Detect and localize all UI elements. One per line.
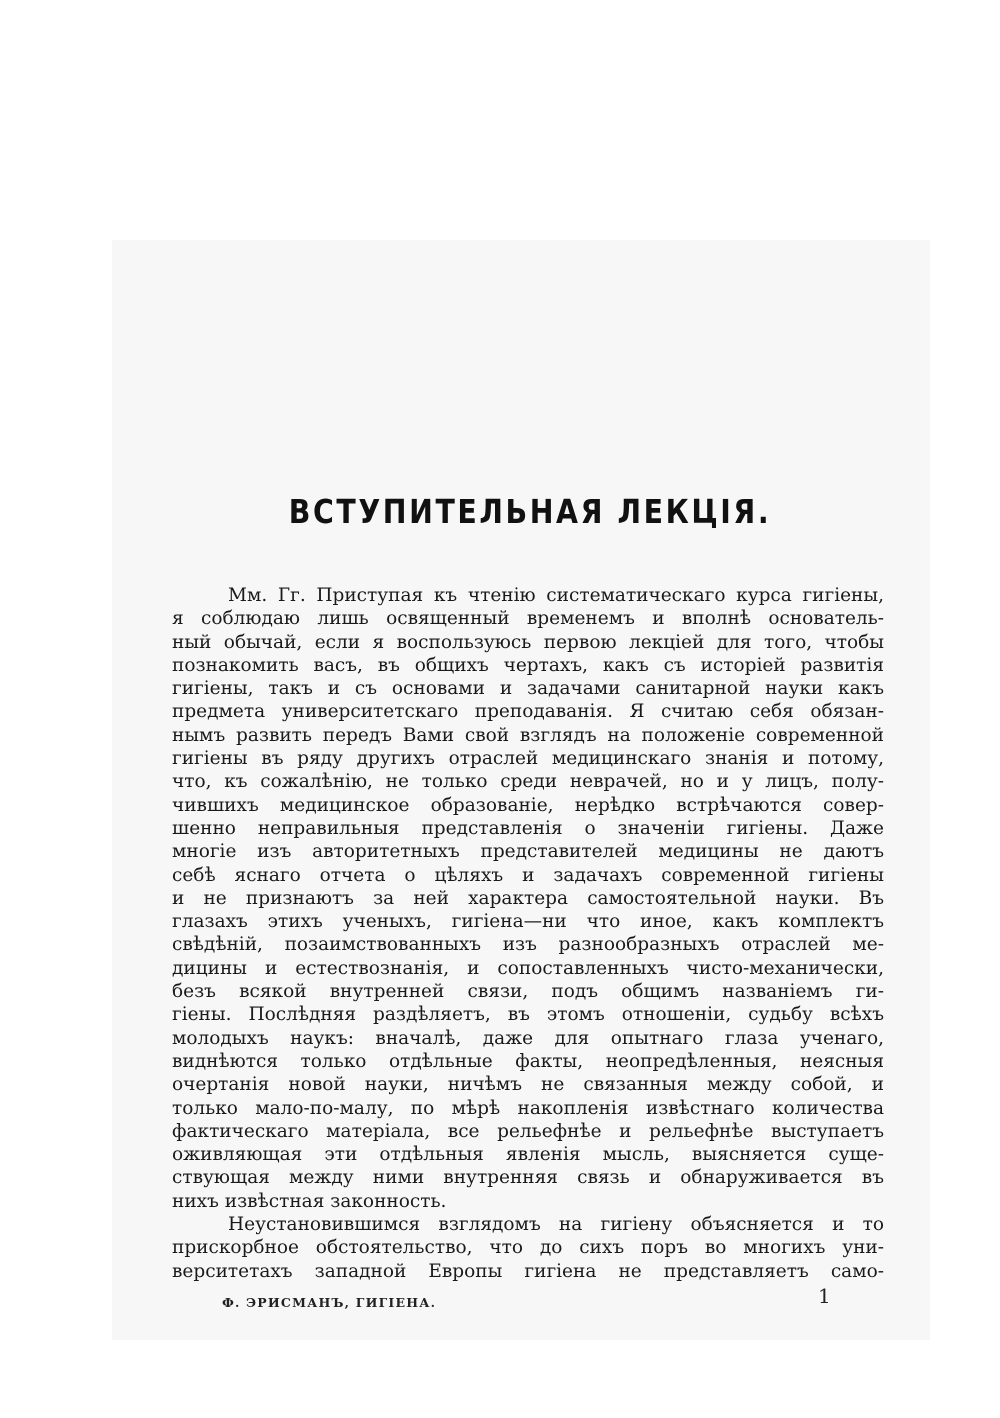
text-line: гигіены въ ряду другихъ отраслей медицинскаго знанія и потому, [172, 748, 884, 770]
page-title: ВСТУПИТЕЛЬНАЯ ЛЕКЦІЯ. [288, 492, 772, 531]
text-line: многіе изъ авторитетныхъ представителей медицины не даютъ [172, 841, 884, 863]
text-line: нихъ извѣстная законность. [172, 1190, 447, 1212]
text-line: чившихъ медицинское образованіе, нерѣдко встрѣчаются совер- [172, 794, 884, 816]
text-line: прискорбное обстоятельство, что до сихъ поръ во многихъ уни- [172, 1237, 884, 1259]
text-line: виднѣются только отдѣльные факты, неопредѣленныя, неясныя [172, 1050, 884, 1072]
text-line: безъ всякой внутренней связи, подъ общимъ названіемъ ги- [172, 981, 884, 1003]
text-line: ный обычай, если я воспользуюсь первою лекціей для того, чтобы [172, 631, 884, 653]
text-line: я соблюдаю лишь освященный временемъ и вполнѣ основатель- [172, 608, 884, 630]
text-line: что, къ сожалѣнію, не только среди неврачей, но и у лицъ, полу- [172, 771, 884, 793]
text-line: только мало-по-малу, по мѣрѣ накопленія извѣстнаго количества [172, 1097, 884, 1119]
text-line: шенно неправильныя представленія о значеніи гигіены. Даже [172, 817, 884, 839]
lecture-body [172, 584, 884, 1283]
text-line: себѣ яснаго отчета о цѣляхъ и задачахъ современной гигіены [172, 864, 884, 886]
text-line: гіены. Послѣдняя раздѣляетъ, въ этомъ отношеніи, судьбу всѣхъ [172, 1004, 884, 1026]
text-line: и не признаютъ за ней характера самостоятельной науки. Въ [172, 887, 884, 909]
text-line: нымъ развить передъ Вами свой взглядъ на положеніе современной [172, 724, 884, 746]
text-line: Неустановившимся взглядомъ на гигіену объясняется и то [228, 1214, 884, 1236]
text-line: оживляющая эти отдѣльныя явленія мысль, выясняется суще- [172, 1144, 884, 1166]
text-line: молодыхъ наукъ: вначалѣ, даже для опытнаго глаза ученаго, [172, 1027, 884, 1049]
page-number: 1 [818, 1284, 831, 1308]
text-line: свѣдѣній, позаимствованныхъ изъ разнообразныхъ отраслей ме- [172, 934, 884, 956]
text-line: фактическаго матеріала, все рельефнѣе и рельефнѣе выступаетъ [172, 1120, 884, 1142]
text-line: ствующая между ними внутренняя связь и обнаруживается въ [172, 1167, 884, 1189]
text-line: глазахъ этихъ ученыхъ, гигіена—ни что иное, какъ комплектъ [172, 911, 884, 933]
text-line: познакомить васъ, въ общихъ чертахъ, какъ съ исторіей развитія [172, 654, 884, 676]
text-line: верситетахъ западной Европы гигіена не представляетъ само- [172, 1260, 884, 1282]
text-line: предмета университетскаго преподаванія. Я считаю себя обязан- [172, 701, 884, 723]
signature-mark: Ф. ЭРИСМАНЪ, ГИГІЕНА. [222, 1295, 437, 1310]
text-line: Мм. Гг. Приступая къ чтенію систематическаго курса гигіены, [228, 585, 884, 606]
text-line: очертанія новой науки, ничѣмъ не связанныя между собой, и [172, 1074, 884, 1096]
text-line: гигіены, такъ и съ основами и задачами санитарной науки какъ [172, 678, 884, 700]
text-line: дицины и естествознанія, и сопоставленныхъ чисто-механически, [172, 957, 884, 979]
